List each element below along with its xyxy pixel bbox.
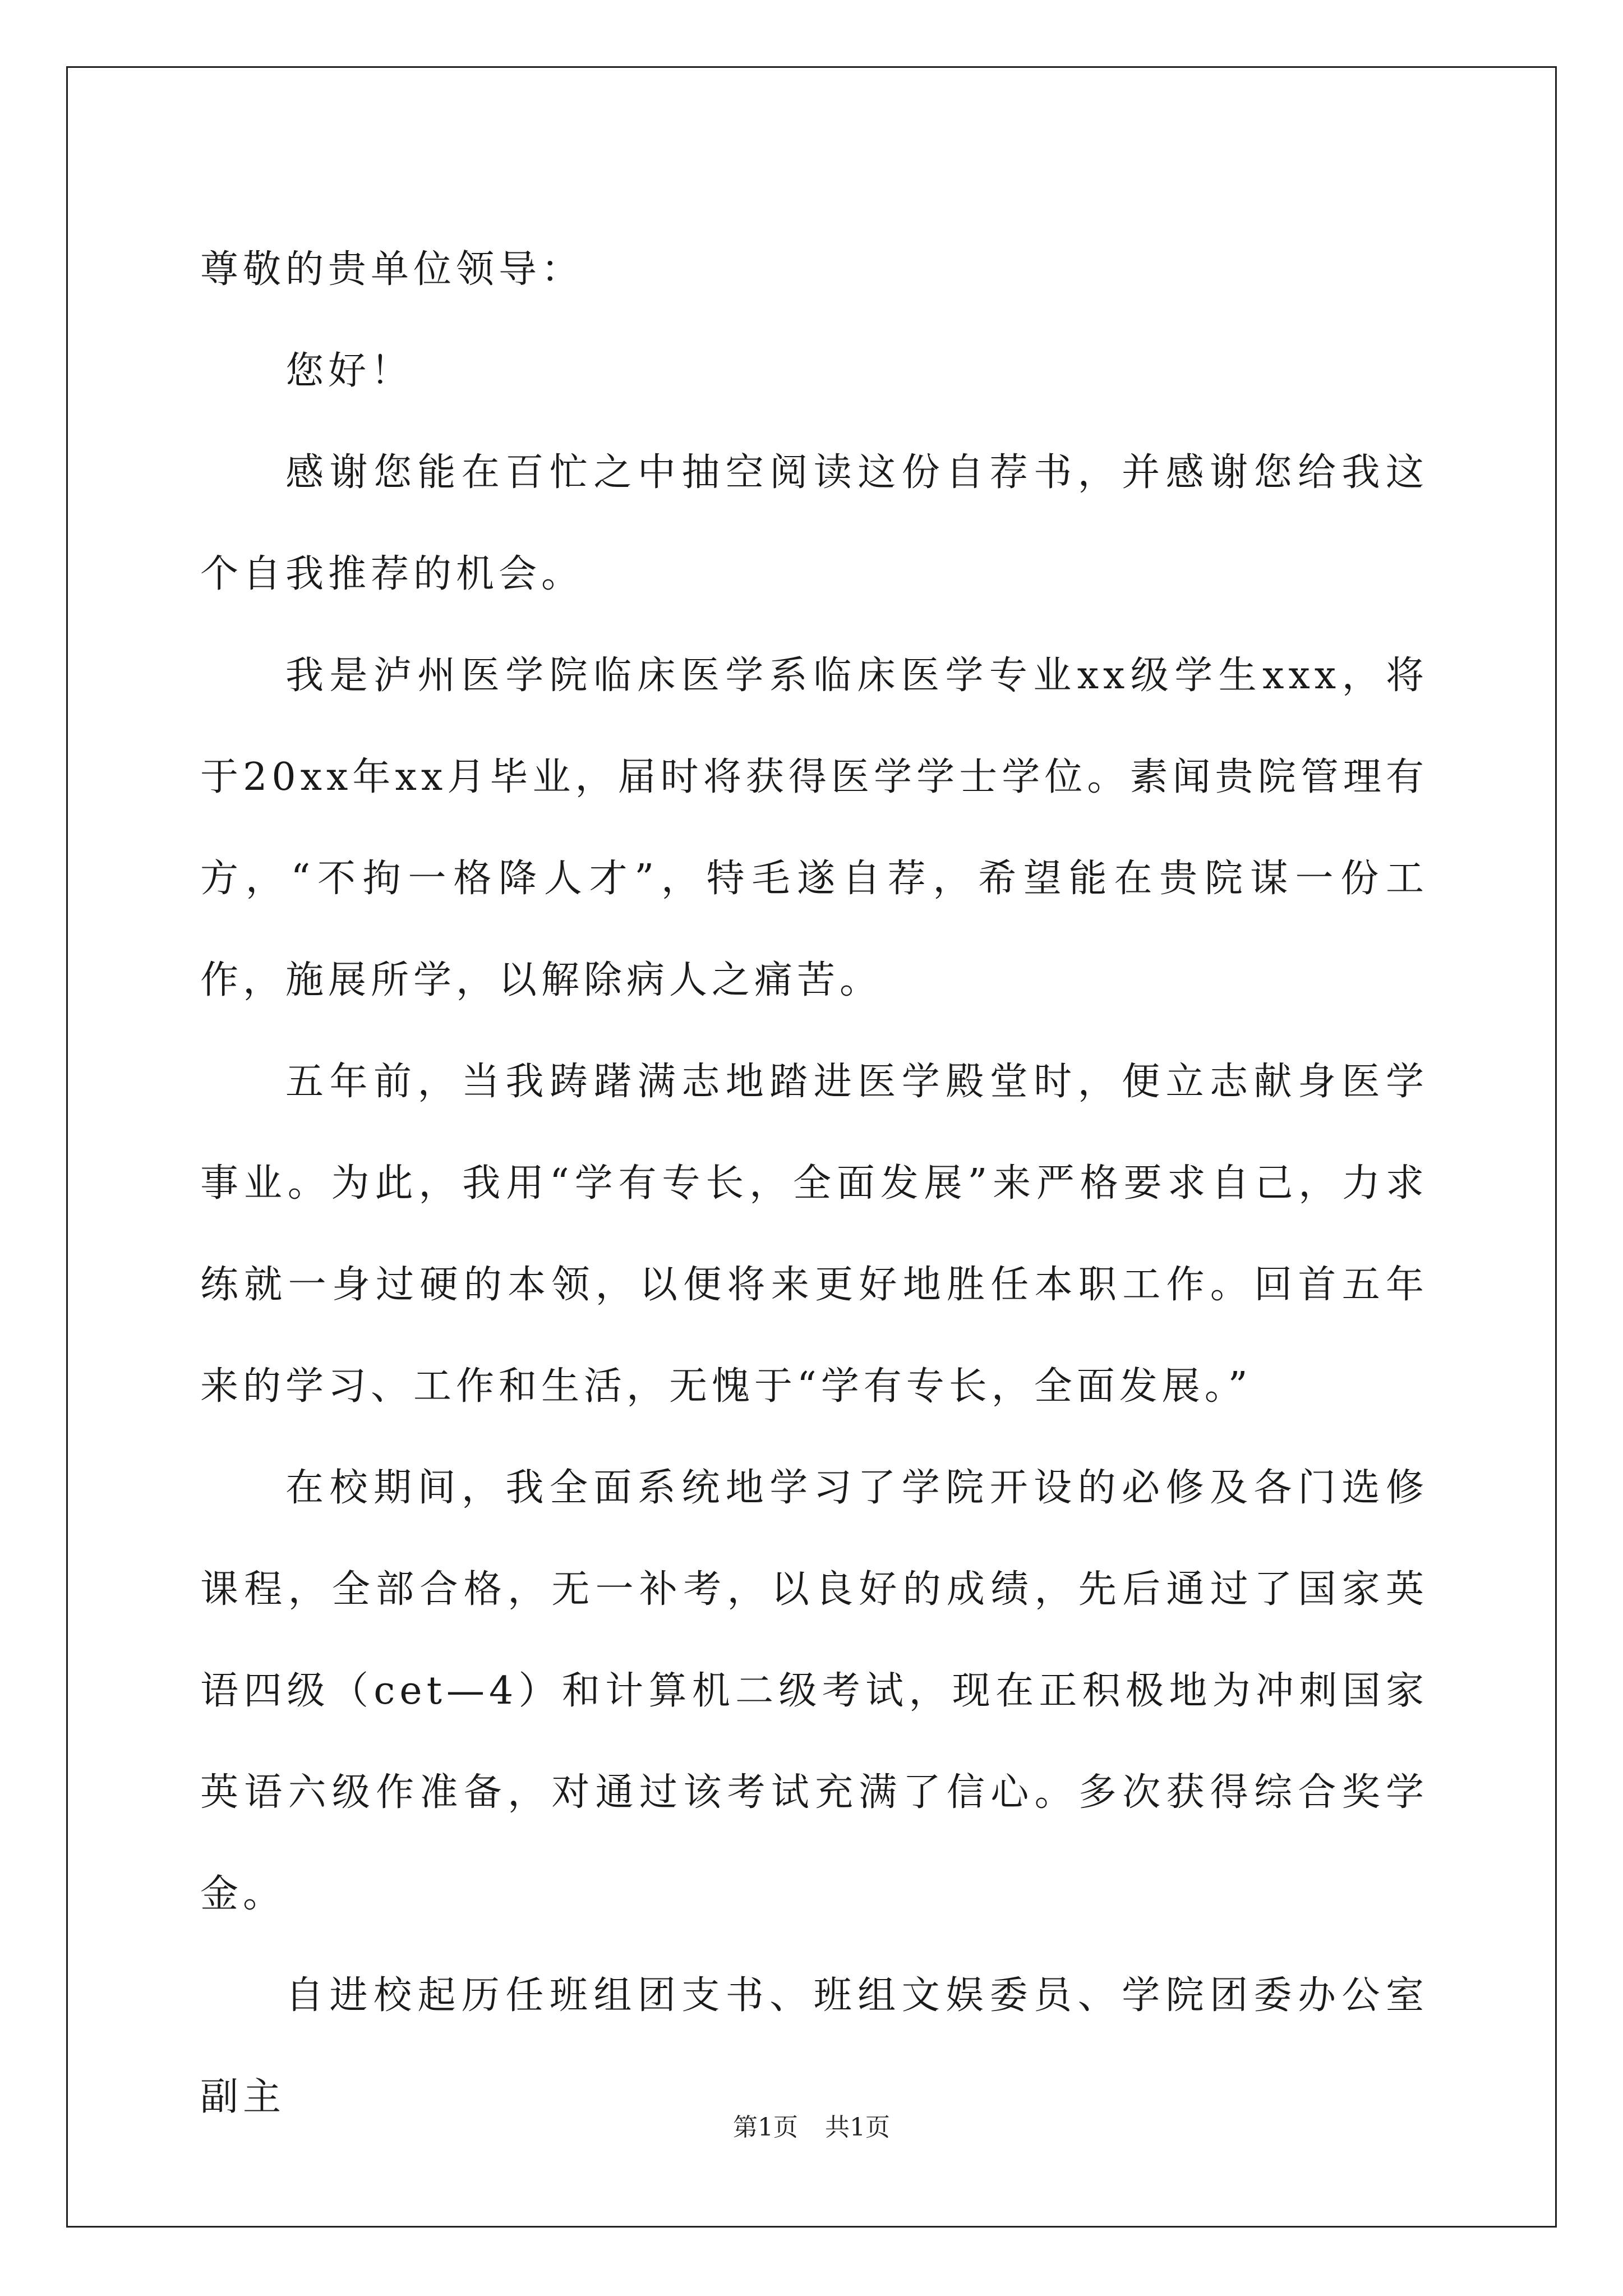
paragraph-greeting: 您好！ (285, 349, 414, 393)
paragraph-ambition: 五年前，当我踌躇满志地踏进医学殿堂时，便立志献身医学事业。为此，我用“学有专长，全面发展”来严格要求自己，力求练就一身过硬的本领，以便将来更好地胜任本职工作。回首五年来的学习、工作和生活，无愧于“学有专长，全面发展。” (200, 1060, 1428, 1409)
page-number: 第1页 (733, 2113, 798, 2142)
paragraph-thanks: 感谢您能在百忙之中抽空阅读这份自荐书，并感谢您给我这个自我推荐的机会。 (200, 450, 1428, 596)
page-total: 共1页 (825, 2113, 890, 2142)
paragraph-introduction: 我是泸州医学院临床医学系临床医学专业xx级学生xxx，将于20xx年xx月毕业，届时将获得医学学士学位。素闻贵院管理有方，“不拘一格降人才”，特毛遂自荐，希望能在贵院谋一份工作，施展所学，以解除病人之痛苦。 (200, 654, 1428, 1002)
salutation: 尊敬的贵单位领导： (200, 247, 584, 292)
page-footer (0, 2111, 1623, 2145)
letter-body (200, 219, 1428, 2148)
paragraph-studies: 在校期间，我全面系统地学习了学院开设的必修及各门选修课程，全部合格，无一补考，以良好的成绩，先后通过了国家英语四级（cet—4）和计算机二级考试，现在正积极地为冲刺国家英语六级作准备，对通过该考试充满了信心。多次获得综合奖学金。 (200, 1466, 1428, 1916)
paragraph-positions: 自进校起历任班组团支书、班组文娱委员、学院团委办公室副主 (200, 1973, 1428, 2119)
